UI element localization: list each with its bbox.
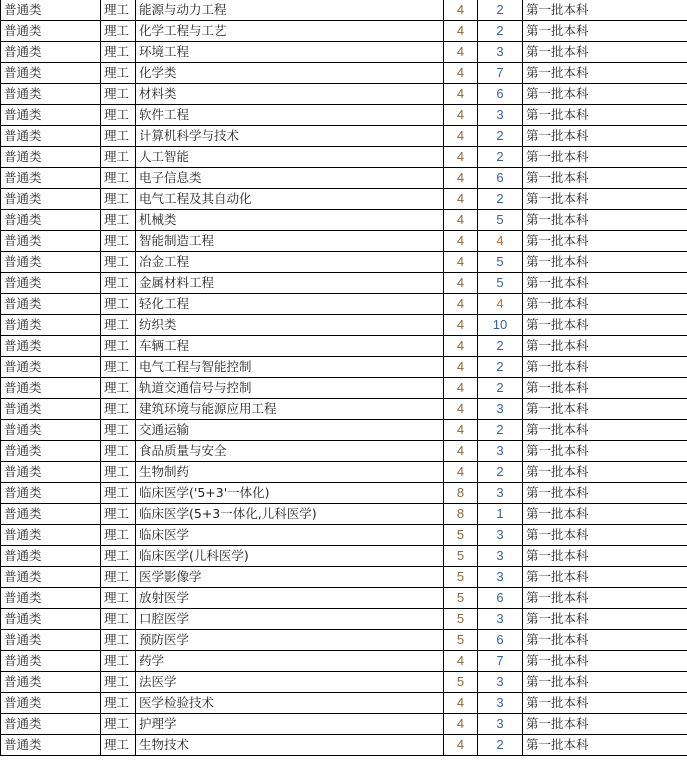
- admission-type-cell: 普通类: [1, 231, 101, 252]
- subject-category-cell: 理工: [101, 189, 136, 210]
- table-row: [1, 504, 687, 525]
- admission-type-cell: 普通类: [1, 126, 101, 147]
- quota-cell: 2: [478, 147, 523, 168]
- batch-cell: 第一批本科: [523, 546, 687, 567]
- table-row: [1, 378, 687, 399]
- table-row: [1, 63, 687, 84]
- batch-cell: 第一批本科: [523, 252, 687, 273]
- subject-category-cell: 理工: [101, 315, 136, 336]
- major-cell: 法医学: [136, 672, 444, 693]
- batch-cell: 第一批本科: [523, 399, 687, 420]
- quota-cell: 3: [478, 693, 523, 714]
- subject-category-cell: 理工: [101, 336, 136, 357]
- major-cell: 电气工程及其自动化: [136, 189, 444, 210]
- admission-type-cell: 普通类: [1, 609, 101, 630]
- years-cell: 4: [444, 714, 478, 735]
- admission-type-cell: 普通类: [1, 21, 101, 42]
- major-cell: 建筑环境与能源应用工程: [136, 399, 444, 420]
- table-row: [1, 357, 687, 378]
- quota-cell: 5: [478, 273, 523, 294]
- admission-type-cell: 普通类: [1, 189, 101, 210]
- table-row: [1, 609, 687, 630]
- batch-cell: 第一批本科: [523, 231, 687, 252]
- years-cell: 4: [444, 378, 478, 399]
- subject-category-cell: 理工: [101, 378, 136, 399]
- table-row: [1, 483, 687, 504]
- years-cell: 5: [444, 588, 478, 609]
- batch-cell: 第一批本科: [523, 21, 687, 42]
- subject-category-cell: 理工: [101, 63, 136, 84]
- subject-category-cell: 理工: [101, 462, 136, 483]
- quota-cell: 3: [478, 672, 523, 693]
- quota-cell: 2: [478, 420, 523, 441]
- table-row: [1, 462, 687, 483]
- subject-category-cell: 理工: [101, 525, 136, 546]
- batch-cell: 第一批本科: [523, 630, 687, 651]
- quota-cell: 2: [478, 21, 523, 42]
- table-row: [1, 105, 687, 126]
- years-cell: 4: [444, 63, 478, 84]
- table-row: [1, 441, 687, 462]
- major-cell: 金属材料工程: [136, 273, 444, 294]
- subject-category-cell: 理工: [101, 714, 136, 735]
- years-cell: 8: [444, 504, 478, 525]
- years-cell: 8: [444, 483, 478, 504]
- table-row: [1, 630, 687, 651]
- batch-cell: 第一批本科: [523, 441, 687, 462]
- major-cell: 化学类: [136, 63, 444, 84]
- subject-category-cell: 理工: [101, 294, 136, 315]
- quota-cell: 4: [478, 231, 523, 252]
- years-cell: 4: [444, 252, 478, 273]
- years-cell: 4: [444, 462, 478, 483]
- admission-type-cell: 普通类: [1, 651, 101, 672]
- years-cell: 4: [444, 0, 478, 21]
- quota-cell: 3: [478, 609, 523, 630]
- years-cell: 4: [444, 336, 478, 357]
- batch-cell: 第一批本科: [523, 462, 687, 483]
- batch-cell: 第一批本科: [523, 210, 687, 231]
- table-row: [1, 168, 687, 189]
- batch-cell: 第一批本科: [523, 588, 687, 609]
- quota-cell: 3: [478, 567, 523, 588]
- table-row: [1, 294, 687, 315]
- major-cell: 人工智能: [136, 147, 444, 168]
- admission-type-cell: 普通类: [1, 147, 101, 168]
- admission-type-cell: 普通类: [1, 483, 101, 504]
- batch-cell: 第一批本科: [523, 525, 687, 546]
- subject-category-cell: 理工: [101, 672, 136, 693]
- subject-category-cell: 理工: [101, 252, 136, 273]
- years-cell: 4: [444, 84, 478, 105]
- years-cell: 4: [444, 294, 478, 315]
- major-cell: 生物制药: [136, 462, 444, 483]
- table-row: [1, 588, 687, 609]
- major-cell: 纺织类: [136, 315, 444, 336]
- batch-cell: 第一批本科: [523, 672, 687, 693]
- years-cell: 5: [444, 525, 478, 546]
- admission-type-cell: 普通类: [1, 63, 101, 84]
- admission-type-cell: 普通类: [1, 273, 101, 294]
- years-cell: 5: [444, 609, 478, 630]
- admission-type-cell: 普通类: [1, 546, 101, 567]
- subject-category-cell: 理工: [101, 693, 136, 714]
- major-cell: 车辆工程: [136, 336, 444, 357]
- table-row: [1, 420, 687, 441]
- admission-type-cell: 普通类: [1, 336, 101, 357]
- quota-cell: 6: [478, 84, 523, 105]
- major-cell: 交通运输: [136, 420, 444, 441]
- batch-cell: 第一批本科: [523, 84, 687, 105]
- batch-cell: 第一批本科: [523, 714, 687, 735]
- table-row: [1, 315, 687, 336]
- years-cell: 4: [444, 651, 478, 672]
- subject-category-cell: 理工: [101, 546, 136, 567]
- table-row: [1, 714, 687, 735]
- admission-type-cell: 普通类: [1, 210, 101, 231]
- admission-type-cell: 普通类: [1, 315, 101, 336]
- admission-type-cell: 普通类: [1, 588, 101, 609]
- subject-category-cell: 理工: [101, 168, 136, 189]
- table-row: [1, 336, 687, 357]
- subject-category-cell: 理工: [101, 630, 136, 651]
- quota-cell: 5: [478, 252, 523, 273]
- batch-cell: 第一批本科: [523, 504, 687, 525]
- quota-cell: 3: [478, 42, 523, 63]
- admission-type-cell: 普通类: [1, 357, 101, 378]
- batch-cell: 第一批本科: [523, 63, 687, 84]
- major-cell: 化学工程与工艺: [136, 21, 444, 42]
- table-row: [1, 399, 687, 420]
- subject-category-cell: 理工: [101, 420, 136, 441]
- years-cell: 5: [444, 567, 478, 588]
- admission-type-cell: 普通类: [1, 441, 101, 462]
- major-cell: 临床医学('5+3'一体化): [136, 483, 444, 504]
- years-cell: 5: [444, 630, 478, 651]
- subject-category-cell: 理工: [101, 126, 136, 147]
- quota-cell: 2: [478, 126, 523, 147]
- years-cell: 4: [444, 210, 478, 231]
- batch-cell: 第一批本科: [523, 420, 687, 441]
- major-cell: 材料类: [136, 84, 444, 105]
- batch-cell: 第一批本科: [523, 42, 687, 63]
- table-row: [1, 147, 687, 168]
- batch-cell: 第一批本科: [523, 378, 687, 399]
- quota-cell: 2: [478, 378, 523, 399]
- admission-type-cell: 普通类: [1, 84, 101, 105]
- years-cell: 4: [444, 126, 478, 147]
- batch-cell: 第一批本科: [523, 651, 687, 672]
- batch-cell: 第一批本科: [523, 0, 687, 21]
- quota-cell: 3: [478, 105, 523, 126]
- years-cell: 4: [444, 735, 478, 756]
- admission-type-cell: 普通类: [1, 630, 101, 651]
- major-cell: 药学: [136, 651, 444, 672]
- table-row: [1, 210, 687, 231]
- subject-category-cell: 理工: [101, 84, 136, 105]
- years-cell: 4: [444, 420, 478, 441]
- quota-cell: 2: [478, 189, 523, 210]
- admission-type-cell: 普通类: [1, 378, 101, 399]
- table-row: [1, 21, 687, 42]
- batch-cell: 第一批本科: [523, 105, 687, 126]
- table-row: [1, 672, 687, 693]
- major-cell: 机械类: [136, 210, 444, 231]
- quota-cell: 3: [478, 483, 523, 504]
- table-row: [1, 126, 687, 147]
- major-cell: 环境工程: [136, 42, 444, 63]
- major-cell: 电气工程与智能控制: [136, 357, 444, 378]
- batch-cell: 第一批本科: [523, 567, 687, 588]
- subject-category-cell: 理工: [101, 357, 136, 378]
- subject-category-cell: 理工: [101, 273, 136, 294]
- subject-category-cell: 理工: [101, 609, 136, 630]
- major-cell: 冶金工程: [136, 252, 444, 273]
- table-row: [1, 693, 687, 714]
- major-cell: 临床医学: [136, 525, 444, 546]
- years-cell: 4: [444, 231, 478, 252]
- subject-category-cell: 理工: [101, 231, 136, 252]
- subject-category-cell: 理工: [101, 42, 136, 63]
- major-cell: 软件工程: [136, 105, 444, 126]
- major-cell: 口腔医学: [136, 609, 444, 630]
- batch-cell: 第一批本科: [523, 609, 687, 630]
- years-cell: 4: [444, 105, 478, 126]
- batch-cell: 第一批本科: [523, 189, 687, 210]
- subject-category-cell: 理工: [101, 588, 136, 609]
- subject-category-cell: 理工: [101, 399, 136, 420]
- subject-category-cell: 理工: [101, 735, 136, 756]
- years-cell: 4: [444, 189, 478, 210]
- quota-cell: 3: [478, 399, 523, 420]
- batch-cell: 第一批本科: [523, 693, 687, 714]
- batch-cell: 第一批本科: [523, 483, 687, 504]
- years-cell: 4: [444, 168, 478, 189]
- subject-category-cell: 理工: [101, 21, 136, 42]
- quota-cell: 4: [478, 294, 523, 315]
- major-cell: 预防医学: [136, 630, 444, 651]
- table-row: [1, 525, 687, 546]
- major-cell: 轻化工程: [136, 294, 444, 315]
- quota-cell: 2: [478, 357, 523, 378]
- table-row: [1, 567, 687, 588]
- admission-type-cell: 普通类: [1, 462, 101, 483]
- table-row: [1, 252, 687, 273]
- table-row: [1, 42, 687, 63]
- admission-type-cell: 普通类: [1, 105, 101, 126]
- table-row: [1, 273, 687, 294]
- quota-cell: 6: [478, 630, 523, 651]
- batch-cell: 第一批本科: [523, 168, 687, 189]
- major-cell: 电子信息类: [136, 168, 444, 189]
- quota-cell: 3: [478, 546, 523, 567]
- batch-cell: 第一批本科: [523, 357, 687, 378]
- subject-category-cell: 理工: [101, 651, 136, 672]
- admission-type-cell: 普通类: [1, 672, 101, 693]
- quota-cell: 10: [478, 315, 523, 336]
- major-cell: 临床医学(5+3一体化,儿科医学): [136, 504, 444, 525]
- subject-category-cell: 理工: [101, 147, 136, 168]
- years-cell: 4: [444, 273, 478, 294]
- quota-cell: 6: [478, 168, 523, 189]
- quota-cell: 7: [478, 651, 523, 672]
- major-cell: 放射医学: [136, 588, 444, 609]
- years-cell: 4: [444, 147, 478, 168]
- quota-cell: 2: [478, 735, 523, 756]
- admission-type-cell: 普通类: [1, 714, 101, 735]
- subject-category-cell: 理工: [101, 105, 136, 126]
- major-cell: 医学影像学: [136, 567, 444, 588]
- quota-cell: 6: [478, 588, 523, 609]
- subject-category-cell: 理工: [101, 0, 136, 21]
- years-cell: 4: [444, 693, 478, 714]
- quota-cell: 2: [478, 0, 523, 21]
- subject-category-cell: 理工: [101, 441, 136, 462]
- batch-cell: 第一批本科: [523, 336, 687, 357]
- admission-type-cell: 普通类: [1, 693, 101, 714]
- major-cell: 轨道交通信号与控制: [136, 378, 444, 399]
- admission-type-cell: 普通类: [1, 0, 101, 21]
- quota-cell: 3: [478, 525, 523, 546]
- quota-cell: 2: [478, 462, 523, 483]
- major-cell: 计算机科学与技术: [136, 126, 444, 147]
- admission-type-cell: 普通类: [1, 399, 101, 420]
- admission-type-cell: 普通类: [1, 168, 101, 189]
- admission-type-cell: 普通类: [1, 252, 101, 273]
- table-row: [1, 231, 687, 252]
- major-cell: 临床医学(儿科医学): [136, 546, 444, 567]
- quota-cell: 3: [478, 714, 523, 735]
- admission-type-cell: 普通类: [1, 294, 101, 315]
- years-cell: 4: [444, 315, 478, 336]
- quota-cell: 2: [478, 336, 523, 357]
- years-cell: 4: [444, 357, 478, 378]
- subject-category-cell: 理工: [101, 210, 136, 231]
- major-cell: 智能制造工程: [136, 231, 444, 252]
- quota-cell: 3: [478, 441, 523, 462]
- table-row: [1, 735, 687, 756]
- table-row: [1, 189, 687, 210]
- major-cell: 护理学: [136, 714, 444, 735]
- years-cell: 5: [444, 672, 478, 693]
- subject-category-cell: 理工: [101, 504, 136, 525]
- subject-category-cell: 理工: [101, 567, 136, 588]
- years-cell: 5: [444, 546, 478, 567]
- batch-cell: 第一批本科: [523, 294, 687, 315]
- batch-cell: 第一批本科: [523, 126, 687, 147]
- major-cell: 能源与动力工程: [136, 0, 444, 21]
- years-cell: 4: [444, 42, 478, 63]
- major-cell: 食品质量与安全: [136, 441, 444, 462]
- years-cell: 4: [444, 441, 478, 462]
- admission-type-cell: 普通类: [1, 525, 101, 546]
- quota-cell: 5: [478, 210, 523, 231]
- table-row: [1, 84, 687, 105]
- admission-type-cell: 普通类: [1, 420, 101, 441]
- admission-type-cell: 普通类: [1, 735, 101, 756]
- batch-cell: 第一批本科: [523, 735, 687, 756]
- years-cell: 4: [444, 21, 478, 42]
- batch-cell: 第一批本科: [523, 147, 687, 168]
- table-row: [1, 0, 687, 21]
- table-row: [1, 546, 687, 567]
- admission-type-cell: 普通类: [1, 42, 101, 63]
- major-cell: 医学检验技术: [136, 693, 444, 714]
- batch-cell: 第一批本科: [523, 273, 687, 294]
- quota-cell: 1: [478, 504, 523, 525]
- table-body: [1, 0, 687, 756]
- admission-type-cell: 普通类: [1, 567, 101, 588]
- major-cell: 生物技术: [136, 735, 444, 756]
- batch-cell: 第一批本科: [523, 315, 687, 336]
- quota-cell: 7: [478, 63, 523, 84]
- admission-type-cell: 普通类: [1, 504, 101, 525]
- table-row: [1, 651, 687, 672]
- years-cell: 4: [444, 399, 478, 420]
- subject-category-cell: 理工: [101, 483, 136, 504]
